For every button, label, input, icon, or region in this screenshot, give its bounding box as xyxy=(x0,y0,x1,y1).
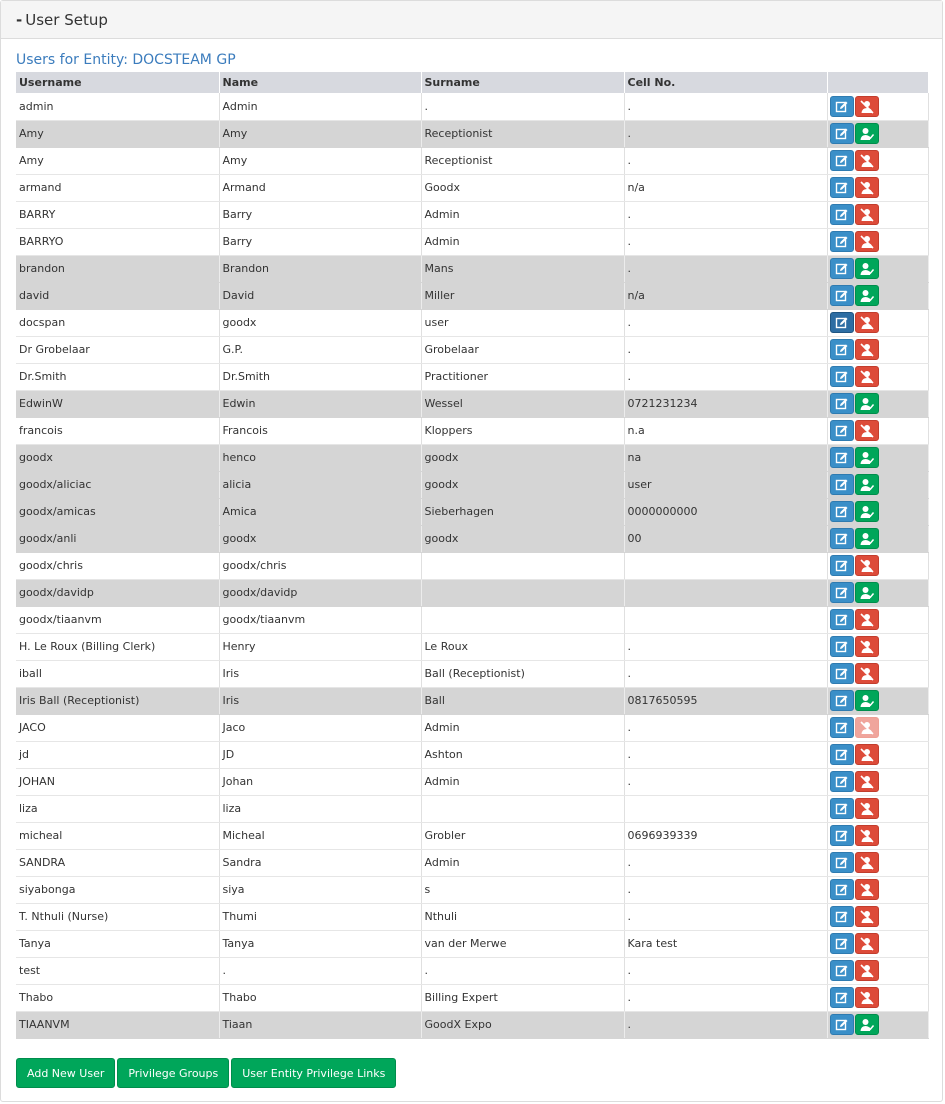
cell-name: Thumi xyxy=(219,903,421,930)
cell-actions xyxy=(827,417,928,444)
edit-user-button[interactable] xyxy=(830,825,854,846)
cell-cellno: . xyxy=(624,1011,827,1038)
deactivate-user-button[interactable] xyxy=(855,339,879,360)
activate-user-button[interactable] xyxy=(855,528,879,549)
table-row[interactable] xyxy=(16,984,928,1011)
cell-cellno xyxy=(624,606,827,633)
table-row[interactable] xyxy=(16,471,928,498)
cell-cellno: n/a xyxy=(624,174,827,201)
edit-user-button[interactable] xyxy=(830,339,854,360)
table-row[interactable] xyxy=(16,822,928,849)
cell-cellno: . xyxy=(624,633,827,660)
cell-surname xyxy=(421,579,624,606)
activate-user-button[interactable] xyxy=(855,501,879,522)
deactivate-user-button[interactable] xyxy=(855,555,879,576)
edit-user-button[interactable] xyxy=(830,690,854,711)
edit-user-button[interactable] xyxy=(830,285,854,306)
deactivate-user-button[interactable] xyxy=(855,312,879,333)
cell-surname: GoodX Expo xyxy=(421,1011,624,1038)
table-row[interactable] xyxy=(16,498,928,525)
cell-surname: Receptionist xyxy=(421,120,624,147)
edit-user-button[interactable] xyxy=(830,474,854,495)
column-header-name[interactable]: Name xyxy=(219,72,421,93)
cell-surname: Admin xyxy=(421,714,624,741)
edit-user-button[interactable] xyxy=(830,393,854,414)
cell-username: Amy xyxy=(16,120,219,147)
cell-username: Tanya xyxy=(16,930,219,957)
cell-name: Thabo xyxy=(219,984,421,1011)
edit-user-button[interactable] xyxy=(830,663,854,684)
table-row[interactable] xyxy=(16,633,928,660)
cell-username: JACO xyxy=(16,714,219,741)
cell-name: Amy xyxy=(219,147,421,174)
cell-surname: Receptionist xyxy=(421,147,624,174)
column-header-username[interactable]: Username xyxy=(16,72,219,93)
cell-surname: Ashton xyxy=(421,741,624,768)
cell-actions xyxy=(827,228,928,255)
edit-user-button[interactable] xyxy=(830,852,854,873)
cell-actions xyxy=(827,282,928,309)
cell-cellno: . xyxy=(624,93,827,120)
deactivate-user-button[interactable] xyxy=(855,798,879,819)
table-row[interactable] xyxy=(16,363,928,390)
edit-user-button[interactable] xyxy=(830,771,854,792)
activate-user-button[interactable] xyxy=(855,690,879,711)
edit-user-button[interactable] xyxy=(830,420,854,441)
cell-name: goodx/davidp xyxy=(219,579,421,606)
cell-cellno: . xyxy=(624,363,827,390)
deactivate-user-button[interactable] xyxy=(855,150,879,171)
cell-actions xyxy=(827,93,928,120)
cell-username: micheal xyxy=(16,822,219,849)
cell-name: Henry xyxy=(219,633,421,660)
table-row[interactable] xyxy=(16,417,928,444)
cell-surname: van der Merwe xyxy=(421,930,624,957)
activate-user-button[interactable] xyxy=(855,474,879,495)
cell-name: . xyxy=(219,957,421,984)
table-row[interactable] xyxy=(16,147,928,174)
cell-cellno: Kara test xyxy=(624,930,827,957)
cell-name: siya xyxy=(219,876,421,903)
collapse-icon[interactable]: - xyxy=(16,10,23,29)
cell-actions xyxy=(827,579,928,606)
edit-user-button[interactable] xyxy=(830,150,854,171)
cell-surname xyxy=(421,552,624,579)
cell-name: Iris xyxy=(219,660,421,687)
cell-cellno: . xyxy=(624,957,827,984)
cell-actions xyxy=(827,606,928,633)
edit-user-button[interactable] xyxy=(830,906,854,927)
activate-user-button[interactable] xyxy=(855,1014,879,1035)
table-row[interactable] xyxy=(16,390,928,417)
cell-actions xyxy=(827,795,928,822)
deactivate-user-button[interactable] xyxy=(855,987,879,1008)
cell-cellno xyxy=(624,552,827,579)
cell-surname: goodx xyxy=(421,525,624,552)
cell-actions xyxy=(827,633,928,660)
users-table xyxy=(16,72,929,1039)
table-row[interactable] xyxy=(16,1011,928,1038)
cell-name: goodx xyxy=(219,309,421,336)
column-header-cell[interactable]: Cell No. xyxy=(624,72,827,93)
cell-actions xyxy=(827,768,928,795)
cell-name: goodx/tiaanvm xyxy=(219,606,421,633)
cell-surname: Le Roux xyxy=(421,633,624,660)
cell-surname: Ball (Receptionist) xyxy=(421,660,624,687)
cell-username: goodx xyxy=(16,444,219,471)
deactivate-user-button[interactable] xyxy=(855,825,879,846)
activate-user-button[interactable] xyxy=(855,258,879,279)
cell-actions xyxy=(827,471,928,498)
deactivate-user-button[interactable] xyxy=(855,231,879,252)
cell-surname: Miller xyxy=(421,282,624,309)
cell-actions xyxy=(827,255,928,282)
cell-surname: Admin xyxy=(421,849,624,876)
deactivate-user-button[interactable] xyxy=(855,96,879,117)
cell-name: Iris xyxy=(219,687,421,714)
activate-user-button[interactable] xyxy=(855,285,879,306)
edit-user-button[interactable] xyxy=(830,717,854,738)
table-row[interactable] xyxy=(16,957,928,984)
cell-actions xyxy=(827,201,928,228)
cell-cellno: . xyxy=(624,714,827,741)
cell-cellno xyxy=(624,579,827,606)
cell-actions xyxy=(827,120,928,147)
activate-user-button[interactable] xyxy=(855,123,879,144)
cell-surname: Goodx xyxy=(421,174,624,201)
edit-user-button[interactable] xyxy=(830,636,854,657)
cell-cellno: . xyxy=(624,201,827,228)
cell-name: Barry xyxy=(219,228,421,255)
edit-user-button[interactable] xyxy=(830,231,854,252)
cell-actions xyxy=(827,174,928,201)
cell-surname: Mans xyxy=(421,255,624,282)
cell-name: Francois xyxy=(219,417,421,444)
cell-cellno: n.a xyxy=(624,417,827,444)
cell-surname: Kloppers xyxy=(421,417,624,444)
deactivate-user-button[interactable] xyxy=(855,204,879,225)
cell-surname: goodx xyxy=(421,444,624,471)
cell-username: jd xyxy=(16,741,219,768)
add-new-user-button[interactable]: Add New User xyxy=(16,1058,115,1088)
table-row[interactable] xyxy=(16,552,928,579)
cell-username: Thabo xyxy=(16,984,219,1011)
edit-user-button[interactable] xyxy=(830,447,854,468)
entity-title: Users for Entity: DOCSTEAM GP xyxy=(16,52,236,68)
cell-actions xyxy=(827,741,928,768)
cell-username: goodx/anli xyxy=(16,525,219,552)
cell-actions xyxy=(827,552,928,579)
cell-actions xyxy=(827,957,928,984)
cell-name: Edwin xyxy=(219,390,421,417)
cell-username: iball xyxy=(16,660,219,687)
cell-actions xyxy=(827,525,928,552)
deactivate-user-button[interactable] xyxy=(855,906,879,927)
cell-actions xyxy=(827,903,928,930)
cell-cellno: . xyxy=(624,309,827,336)
privilege-groups-button[interactable]: Privilege Groups xyxy=(117,1058,229,1088)
cell-name: David xyxy=(219,282,421,309)
edit-user-button[interactable] xyxy=(830,177,854,198)
deactivate-user-button[interactable] xyxy=(855,933,879,954)
edit-user-button[interactable] xyxy=(830,798,854,819)
cell-actions xyxy=(827,876,928,903)
table-row[interactable] xyxy=(16,525,928,552)
edit-user-button[interactable] xyxy=(830,555,854,576)
activate-user-button[interactable] xyxy=(855,582,879,603)
table-row[interactable] xyxy=(16,876,928,903)
edit-user-button[interactable] xyxy=(830,204,854,225)
edit-user-button[interactable] xyxy=(830,933,854,954)
edit-user-button[interactable] xyxy=(830,1014,854,1035)
table-row[interactable] xyxy=(16,741,928,768)
edit-user-button[interactable] xyxy=(830,312,854,333)
activate-user-button[interactable] xyxy=(855,393,879,414)
cell-surname: Admin xyxy=(421,201,624,228)
cell-cellno: . xyxy=(624,120,827,147)
cell-surname: user xyxy=(421,309,624,336)
deactivate-user-button[interactable] xyxy=(855,177,879,198)
table-row[interactable] xyxy=(16,930,928,957)
cell-actions xyxy=(827,390,928,417)
cell-actions xyxy=(827,849,928,876)
cell-username: Iris Ball (Receptionist) xyxy=(16,687,219,714)
cell-actions xyxy=(827,687,928,714)
cell-cellno xyxy=(624,795,827,822)
deactivate-user-button[interactable] xyxy=(855,879,879,900)
edit-user-button[interactable] xyxy=(830,609,854,630)
cell-surname: . xyxy=(421,957,624,984)
cell-cellno: . xyxy=(624,228,827,255)
table-row[interactable] xyxy=(16,903,928,930)
cell-name: Brandon xyxy=(219,255,421,282)
cell-name: Sandra xyxy=(219,849,421,876)
activate-user-button[interactable] xyxy=(855,447,879,468)
cell-actions xyxy=(827,147,928,174)
cell-username: admin xyxy=(16,93,219,120)
cell-name: goodx xyxy=(219,525,421,552)
cell-username: BARRYO xyxy=(16,228,219,255)
deactivate-user-button[interactable] xyxy=(855,960,879,981)
cell-username: goodx/aliciac xyxy=(16,471,219,498)
cell-name: G.P. xyxy=(219,336,421,363)
cell-username: test xyxy=(16,957,219,984)
cell-username: goodx/chris xyxy=(16,552,219,579)
user-entity-privilege-links-button[interactable]: User Entity Privilege Links xyxy=(231,1058,396,1088)
cell-cellno: user xyxy=(624,471,827,498)
cell-name: Amica xyxy=(219,498,421,525)
deactivate-user-button[interactable] xyxy=(855,636,879,657)
cell-cellno: . xyxy=(624,741,827,768)
cell-surname: Practitioner xyxy=(421,363,624,390)
cell-cellno: . xyxy=(624,255,827,282)
cell-name: liza xyxy=(219,795,421,822)
cell-name: henco xyxy=(219,444,421,471)
cell-username: Dr Grobelaar xyxy=(16,336,219,363)
table-row[interactable] xyxy=(16,174,928,201)
cell-cellno: . xyxy=(624,660,827,687)
cell-username: goodx/tiaanvm xyxy=(16,606,219,633)
column-header-surname[interactable]: Surname xyxy=(421,72,624,93)
cell-surname: Admin xyxy=(421,228,624,255)
cell-surname: Grobelaar xyxy=(421,336,624,363)
cell-username: Amy xyxy=(16,147,219,174)
cell-username: francois xyxy=(16,417,219,444)
deactivate-user-button[interactable] xyxy=(855,366,879,387)
table-row[interactable] xyxy=(16,201,928,228)
deactivate-user-button[interactable] xyxy=(855,717,879,738)
cell-name: Amy xyxy=(219,120,421,147)
cell-username: david xyxy=(16,282,219,309)
cell-username: armand xyxy=(16,174,219,201)
cell-cellno: . xyxy=(624,876,827,903)
table-row[interactable] xyxy=(16,606,928,633)
edit-user-button[interactable] xyxy=(830,501,854,522)
deactivate-user-button[interactable] xyxy=(855,420,879,441)
deactivate-user-button[interactable] xyxy=(855,663,879,684)
cell-cellno: 0721231234 xyxy=(624,390,827,417)
edit-user-button[interactable] xyxy=(830,123,854,144)
table-row[interactable] xyxy=(16,255,928,282)
cell-cellno: . xyxy=(624,147,827,174)
cell-username: liza xyxy=(16,795,219,822)
cell-username: JOHAN xyxy=(16,768,219,795)
cell-cellno: . xyxy=(624,768,827,795)
cell-name: JD xyxy=(219,741,421,768)
table-row[interactable] xyxy=(16,228,928,255)
table-row[interactable] xyxy=(16,93,928,120)
cell-actions xyxy=(827,336,928,363)
table-row[interactable] xyxy=(16,768,928,795)
cell-username: BARRY xyxy=(16,201,219,228)
table-row[interactable] xyxy=(16,687,928,714)
cell-name: Jaco xyxy=(219,714,421,741)
cell-name: alicia xyxy=(219,471,421,498)
cell-name: Micheal xyxy=(219,822,421,849)
cell-cellno: 0000000000 xyxy=(624,498,827,525)
cell-surname: Billing Expert xyxy=(421,984,624,1011)
cell-surname xyxy=(421,795,624,822)
table-row[interactable] xyxy=(16,120,928,147)
cell-surname: Grobler xyxy=(421,822,624,849)
table-row[interactable] xyxy=(16,795,928,822)
table-header-row xyxy=(16,72,928,93)
table-row[interactable] xyxy=(16,282,928,309)
cell-cellno: . xyxy=(624,984,827,1011)
cell-username: SANDRA xyxy=(16,849,219,876)
cell-username: goodx/amicas xyxy=(16,498,219,525)
edit-user-button[interactable] xyxy=(830,96,854,117)
deactivate-user-button[interactable] xyxy=(855,771,879,792)
edit-user-button[interactable] xyxy=(830,960,854,981)
cell-actions xyxy=(827,309,928,336)
table-row[interactable] xyxy=(16,336,928,363)
cell-cellno: . xyxy=(624,849,827,876)
cell-surname: Wessel xyxy=(421,390,624,417)
cell-name: Barry xyxy=(219,201,421,228)
cell-name: Armand xyxy=(219,174,421,201)
edit-user-button[interactable] xyxy=(830,366,854,387)
cell-username: brandon xyxy=(16,255,219,282)
edit-user-button[interactable] xyxy=(830,258,854,279)
cell-actions xyxy=(827,498,928,525)
cell-surname: Admin xyxy=(421,768,624,795)
cell-name: goodx/chris xyxy=(219,552,421,579)
cell-cellno: 00 xyxy=(624,525,827,552)
cell-surname xyxy=(421,606,624,633)
edit-user-button[interactable] xyxy=(830,987,854,1008)
table-row[interactable] xyxy=(16,579,928,606)
cell-actions xyxy=(827,714,928,741)
cell-username: TIAANVM xyxy=(16,1011,219,1038)
cell-actions xyxy=(827,822,928,849)
cell-username: T. Nthuli (Nurse) xyxy=(16,903,219,930)
footer-buttons xyxy=(16,1058,396,1088)
cell-username: EdwinW xyxy=(16,390,219,417)
deactivate-user-button[interactable] xyxy=(855,852,879,873)
cell-name: Admin xyxy=(219,93,421,120)
cell-username: docspan xyxy=(16,309,219,336)
cell-actions xyxy=(827,930,928,957)
edit-user-button[interactable] xyxy=(830,582,854,603)
cell-cellno: na xyxy=(624,444,827,471)
cell-surname: . xyxy=(421,93,624,120)
cell-cellno: . xyxy=(624,903,827,930)
cell-cellno: n/a xyxy=(624,282,827,309)
cell-actions xyxy=(827,1011,928,1038)
cell-actions xyxy=(827,660,928,687)
edit-user-button[interactable] xyxy=(830,744,854,765)
cell-name: Dr.Smith xyxy=(219,363,421,390)
cell-username: H. Le Roux (Billing Clerk) xyxy=(16,633,219,660)
cell-name: Tiaan xyxy=(219,1011,421,1038)
cell-surname: Sieberhagen xyxy=(421,498,624,525)
cell-cellno: 0696939339 xyxy=(624,822,827,849)
cell-cellno: . xyxy=(624,336,827,363)
cell-cellno: 0817650595 xyxy=(624,687,827,714)
table-row[interactable] xyxy=(16,444,928,471)
table-row[interactable] xyxy=(16,714,928,741)
cell-username: goodx/davidp xyxy=(16,579,219,606)
table-row[interactable] xyxy=(16,660,928,687)
panel-heading[interactable] xyxy=(1,1,942,39)
cell-actions xyxy=(827,984,928,1011)
table-row[interactable] xyxy=(16,849,928,876)
edit-user-button[interactable] xyxy=(830,879,854,900)
cell-actions xyxy=(827,444,928,471)
deactivate-user-button[interactable] xyxy=(855,609,879,630)
table-row[interactable] xyxy=(16,309,928,336)
column-header-actions xyxy=(827,72,928,93)
cell-name: Tanya xyxy=(219,930,421,957)
cell-actions xyxy=(827,363,928,390)
cell-surname: goodx xyxy=(421,471,624,498)
cell-name: Johan xyxy=(219,768,421,795)
cell-surname: Ball xyxy=(421,687,624,714)
cell-surname: Nthuli xyxy=(421,903,624,930)
cell-username: siyabonga xyxy=(16,876,219,903)
cell-surname: s xyxy=(421,876,624,903)
panel-title: User Setup xyxy=(25,10,108,29)
deactivate-user-button[interactable] xyxy=(855,744,879,765)
cell-username: Dr.Smith xyxy=(16,363,219,390)
edit-user-button[interactable] xyxy=(830,528,854,549)
